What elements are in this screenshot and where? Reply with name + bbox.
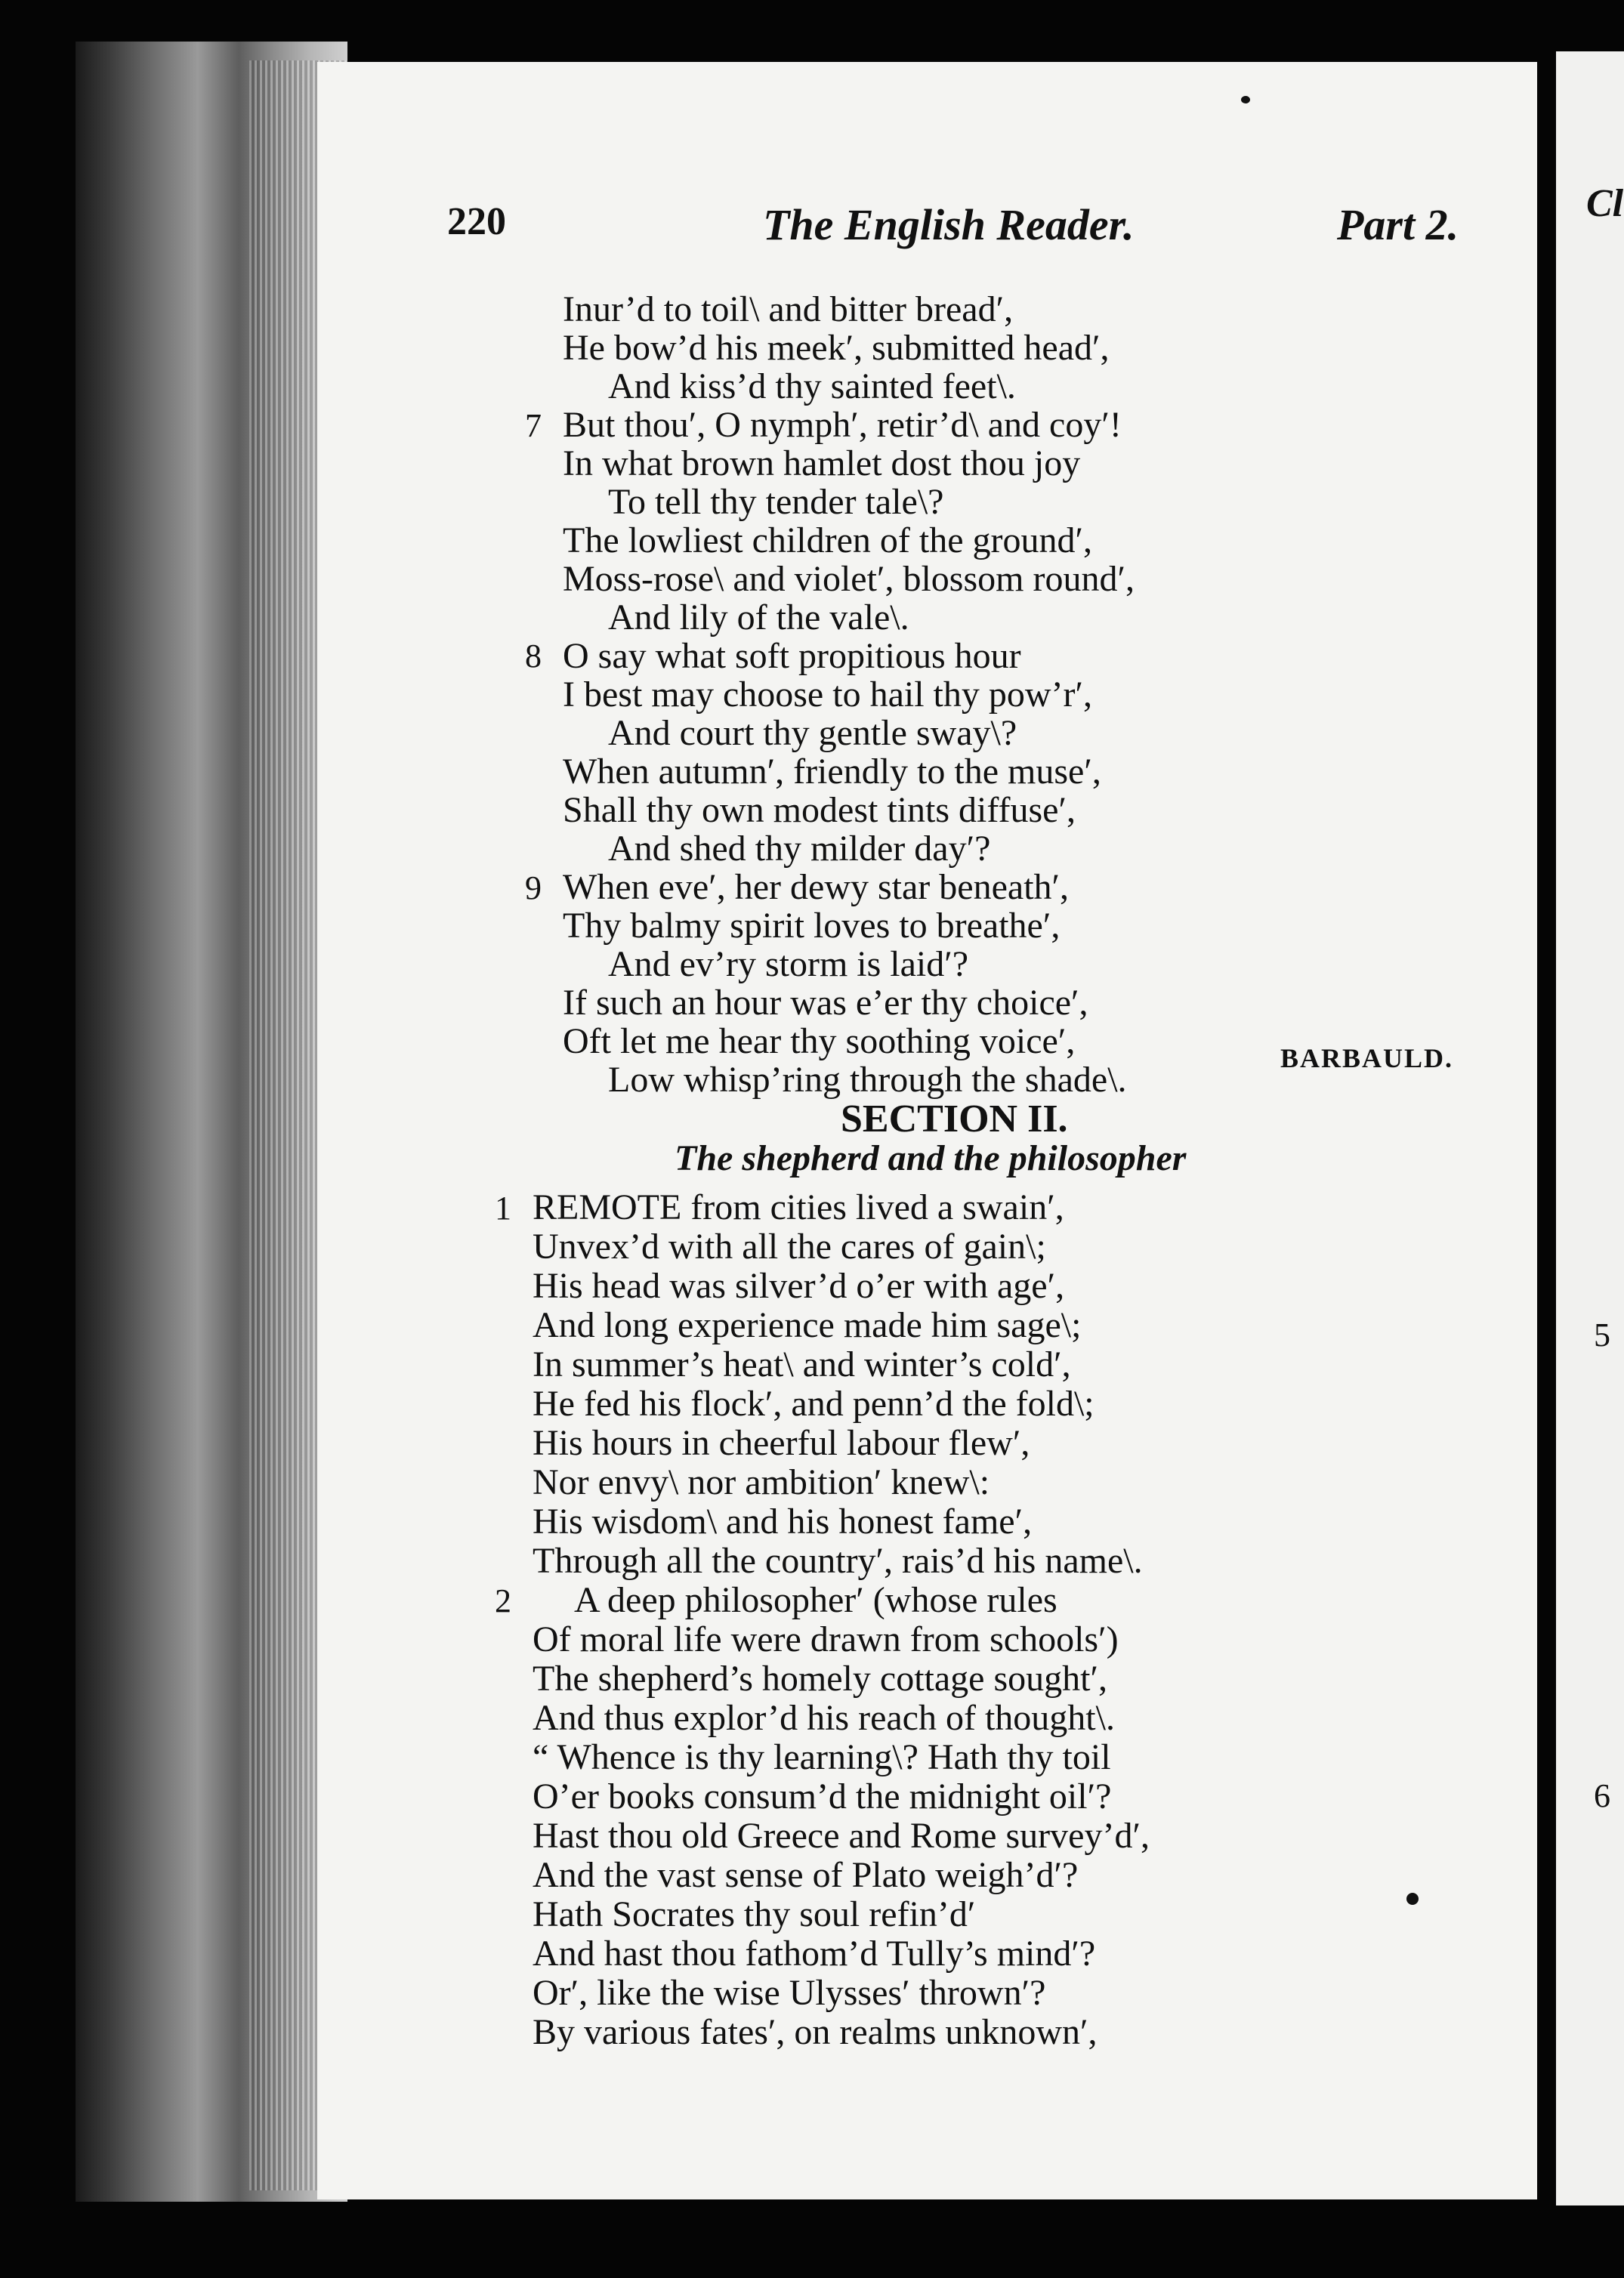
poem-line: Low whisp’ring through the shade\. (608, 1060, 1127, 1100)
poem-line: REMOTE from cities lived a swain′, (533, 1187, 1064, 1227)
poem-line: Oft let me hear thy soothing voice′, (563, 1021, 1076, 1061)
running-title: The English Reader. (763, 200, 1135, 249)
poem-line: His hours in cheerful labour flew′, (533, 1423, 1030, 1463)
poem-line: And ev’ry storm is laid′? (608, 944, 969, 984)
poem-line: And the vast sense of Plato weigh’d′? (533, 1855, 1079, 1895)
poem-line: And lily of the vale\. (608, 597, 909, 637)
poem-line: His wisdom\ and his honest fame′, (533, 1502, 1033, 1542)
poem-line: A deep philosopher′ (whose rules (574, 1580, 1057, 1620)
poem-line: Unvex’d with all the cares of gain\; (533, 1227, 1046, 1267)
poem-line: By various fates′, on realms unknown′, (533, 2012, 1098, 2052)
poem-line: If such an hour was e’er thy choice′, (563, 983, 1088, 1023)
poem-line: And thus explor’d his reach of thought\. (533, 1698, 1115, 1738)
poem-line: Hast thou old Greece and Rome survey’d′, (533, 1816, 1150, 1856)
poem-line: His head was silver’d o’er with age′, (533, 1266, 1065, 1306)
facing-page-strip (1556, 51, 1624, 2205)
stanza-number: 9 (525, 869, 542, 906)
poem-line: Or′, like the wise Ulysses′ thrown′? (533, 1973, 1046, 2013)
ink-speck (1241, 96, 1250, 103)
poem-line: Inur’d to toil\ and bitter bread′, (563, 289, 1014, 329)
poem-line: Shall thy own modest tints diffuse′, (563, 790, 1076, 830)
poem-line: Nor envy\ nor ambition′ knew\: (533, 1462, 990, 1502)
poem-line: Moss-rose\ and violet′, blossom round′, (563, 559, 1135, 599)
poem-line: O’er books consum’d the midnight oil′? (533, 1776, 1112, 1817)
poem-line: But thou′, O nymph′, retir’d\ and coy′! (563, 405, 1122, 445)
facing-page-header-fragment: Cl (1586, 182, 1624, 225)
poem-line: In summer’s heat\ and winter’s cold′, (533, 1344, 1071, 1384)
poem-line: I best may choose to hail thy pow’r′, (563, 674, 1093, 715)
stanza-number: 2 (495, 1582, 511, 1619)
poem-line: And kiss’d thy sainted feet\. (608, 366, 1016, 406)
facing-page-number-5: 5 (1594, 1316, 1610, 1354)
poem-line: To tell thy tender tale\? (608, 482, 944, 522)
stanza-number: 7 (525, 407, 542, 444)
section-title: SECTION II. (841, 1097, 1068, 1141)
poem-line: “ Whence is thy learning\? Hath thy toil (533, 1737, 1111, 1777)
poem-line: Through all the country′, rais’d his name\. (533, 1541, 1143, 1581)
poem-line: When autumn′, friendly to the muse′, (563, 752, 1101, 792)
stanza-number: 8 (525, 637, 542, 674)
poem-line: Of moral life were drawn from schools′) (533, 1619, 1119, 1659)
poem-line: The lowliest children of the ground′, (563, 520, 1092, 560)
poem-line: And long experience made him sage\; (533, 1305, 1082, 1345)
poem-line: And court thy gentle sway\? (608, 713, 1017, 753)
poem-line: O say what soft propitious hour (563, 636, 1021, 676)
section-subtitle: The shepherd and the philosopher (675, 1138, 1187, 1178)
poem-line: Hath Socrates thy soul refin’d′ (533, 1894, 976, 1934)
poem-line: Thy balmy spirit loves to breathe′, (563, 906, 1061, 946)
poem-line: In what brown hamlet dost thou joy (563, 443, 1081, 483)
facing-page-number-6: 6 (1594, 1777, 1610, 1814)
poem-line: He bow’d his meek′, submitted head′, (563, 328, 1110, 368)
poem-line: And hast thou fathom’d Tully’s mind′? (533, 1934, 1096, 1974)
page-number: 220 (447, 200, 506, 243)
poem-author: BARBAULD. (1280, 1043, 1454, 1073)
poem-line: When eve′, her dewy star beneath′, (563, 867, 1070, 907)
poem-line: And shed thy milder day′? (608, 829, 991, 869)
part-label: Part 2. (1337, 200, 1459, 249)
ink-speck (1406, 1893, 1419, 1905)
poem-line: The shepherd’s homely cottage sought′, (533, 1659, 1107, 1699)
stanza-number: 1 (495, 1190, 511, 1227)
poem-line: He fed his flock′, and penn’d the fold\; (533, 1384, 1095, 1424)
